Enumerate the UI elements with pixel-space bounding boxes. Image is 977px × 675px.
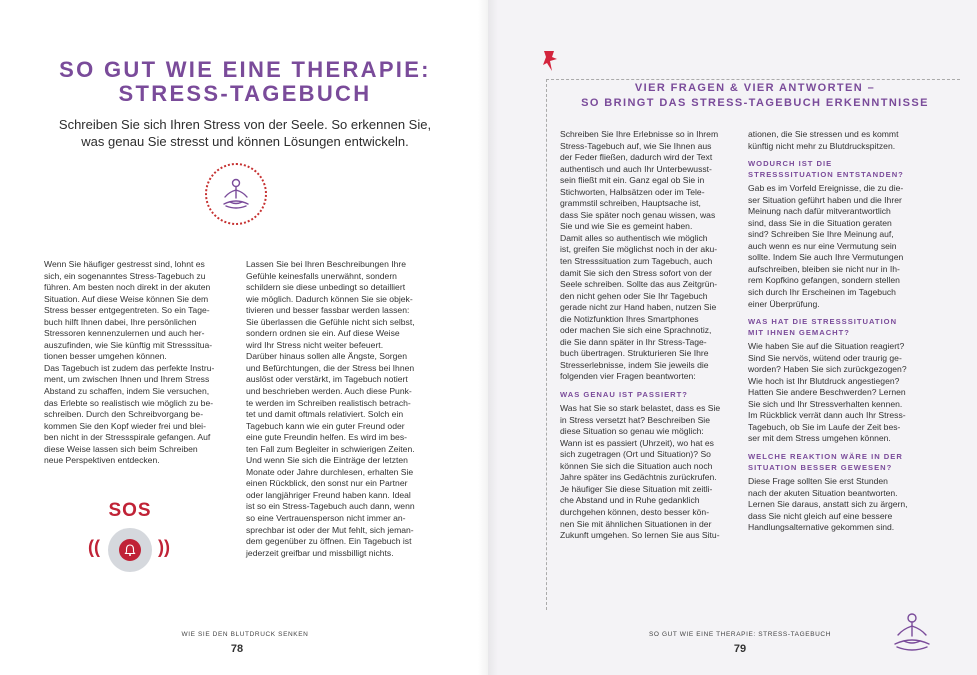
left-column-1 [44, 259, 232, 467]
text-line: einen Rückblick, den sonst nur ein Partner [246, 478, 408, 489]
heading-line: WAS HAT DIE STRESSSITUATION [748, 317, 898, 327]
text-line: aufschreiben, bleiben sie nicht nur in Ih- [748, 263, 900, 274]
text-line: das Erlebte so realistisch wie möglich zu be- [44, 397, 214, 408]
text-line: künftig nicht mehr zu Blutdruckspitzen. [748, 140, 896, 151]
text-line: sprechbar ist oder der Mut fehlt, sich jeman- [246, 524, 414, 535]
text-line: in Stress versetzt hat? Beschreiben Sie [560, 414, 710, 425]
text-line: führen. Am besten noch direkt in der akuten [44, 282, 211, 293]
paragraph [246, 351, 436, 559]
text-line: Wann ist es passiert (Uhrzeit), wo hat es [560, 437, 714, 448]
text-line: Diese Frage sollten Sie erst Stunden [748, 476, 888, 487]
text-line: Sind Sie nervös, wütend oder traurig ge- [748, 352, 902, 363]
text-line: ben nicht in der Stressspirale gefangen. Auf [44, 432, 211, 443]
text-line: sondern ordnen sie ein. Auf diese Weise [246, 328, 400, 339]
text-line: und Befürchtungen, die der Stress bei Ihnen [246, 362, 415, 373]
text-line: dass Sie später noch genau wissen, was [560, 209, 716, 220]
text-line: Lassen Sie bei Ihren Beschreibungen Ihre [246, 259, 407, 269]
right-column-1 [560, 129, 742, 542]
text-line: grammstil schreiben, Hauptsache ist, [560, 198, 701, 209]
text-line: Situation. Auf diese Weise können Sie dem [44, 293, 209, 304]
footer-right: SO GUT WIE EINE THERAPIE: STRESS-TAGEBUCH [648, 631, 832, 638]
question-1-heading [560, 389, 742, 400]
text-line: diese Weise lassen sich beim Schreiben [44, 443, 198, 454]
text-line: Sie sich und Ihr Stressverhalten kennen. [748, 398, 903, 409]
text-line: buch hilft Ihnen dabei, Ihre persönlichen [44, 316, 197, 327]
question-2-heading [748, 158, 946, 180]
right-title-line-1: VIER FRAGEN & VIER ANTWORTEN – [634, 82, 876, 94]
sos-label: SOS [108, 500, 152, 521]
text-line: Im Rückblick verrät dann auch Ihr Stress- [748, 410, 906, 421]
text-line: tet und damit oftmals relativiert. Solch ein [246, 409, 404, 420]
title-line-2: STRESS-TAGEBUCH [118, 81, 372, 106]
wave-right-icon: )) [158, 537, 170, 557]
text-line: dass Sie nicht gleich auf eine bessere [748, 510, 893, 521]
text-line: nach der akuten Situation beantworten. [748, 487, 898, 498]
text-line: ist, greifen Sie möglichst noch in der aku- [560, 244, 718, 255]
left-column-2 [246, 259, 436, 559]
text-line: den nicht gehen oder Sie Ihr Tagebuch [560, 290, 708, 301]
wave-left-icon: (( [88, 537, 100, 557]
text-line: ationen, die Sie stressen und es kommt [748, 129, 899, 139]
heading-line: STRESSSITUATION ENTSTANDEN? [748, 170, 904, 180]
text-line: ment, um zwischen Ihnen und Ihrem Stress [44, 374, 210, 385]
text-line: durchgehen können, desto besser kön- [560, 506, 710, 517]
text-line: Stress-Tagebuch auf, wie Sie Ihnen aus [560, 140, 712, 151]
text-line: Abstand zu schaffen, indem Sie versuchen, [44, 386, 210, 397]
right-column-2 [748, 129, 946, 534]
text-line: sich zugetragen (Ort und Situation)? So [560, 449, 711, 460]
text-line: ser mit dem Stress umgehen können. [748, 433, 891, 444]
right-title-line-2: SO BRINGT DAS STRESS-TAGEBUCH ERKENNTNISSE [581, 97, 929, 109]
text-line: tionen besser umgehen können. [44, 351, 167, 362]
text-line: Wenn Sie häufiger gestresst sind, lohnt es [44, 259, 205, 269]
text-line: Und wenn Sie sich die Einträge der letzten [246, 455, 408, 466]
text-line: ist so ein Stress-Tagebuch auch dann, wenn [246, 501, 415, 512]
text-line: auch wenn es nur eine Vermutung sein [748, 240, 897, 251]
question-1-text [560, 403, 742, 542]
text-line: sich, ein sogenanntes Stress-Tagebuch zu [44, 270, 206, 281]
text-line: ser Situation geführt haben und die Ihrer [748, 194, 902, 205]
text-line: schildern sie diese unbedingt so detailliert [246, 282, 406, 293]
text-line: sind? Schreiben Sie Ihre Meinung auf, [748, 229, 894, 240]
page-number-left: 78 [230, 643, 244, 655]
heading-line: WODURCH IST DIE [748, 159, 833, 169]
text-line: te werden im Schreiben realistisch betrach- [246, 397, 411, 408]
text-line: Hatten Sie andere Beschwerden? Lernen [748, 387, 906, 398]
text-line: Damit alles so authentisch wie möglich [560, 232, 708, 243]
text-line: che Abstand und in Ruhe gedanklich [560, 495, 700, 506]
text-line: Sie überlassen die Gefühle nicht sich selbst, [246, 316, 415, 327]
page-subtitle [40, 116, 450, 150]
title-line-1: SO GUT WIE EINE THERAPIE: [59, 57, 431, 82]
text-line: gerade nicht zur Hand haben, nutzen Sie [560, 302, 717, 313]
text-line: die Sie dann später in Ihr Stress-Tage- [560, 336, 707, 347]
text-line: sollte. Indem Sie auch Ihre Vermutungen [748, 252, 904, 263]
question-3-text [748, 341, 946, 445]
text-line: wie möglich. Dadurch können Sie sie objek- [246, 293, 413, 304]
text-line: Meinung nach dafür mitverantwortlich [748, 206, 891, 217]
text-line: können Sie sich die Situation auch noch [560, 460, 713, 471]
paragraph [246, 259, 436, 351]
text-line: Gab es im Vorfeld Ereignisse, die zu die- [748, 183, 904, 194]
text-line: folgenden vier Fragen beantworten: [560, 371, 696, 382]
sos-alarm [80, 500, 180, 590]
text-line: kommen Sie den Kopf wieder frei und blei- [44, 420, 206, 431]
page-number-right: 79 [733, 643, 747, 655]
red-bookmark-icon [540, 49, 560, 73]
text-line: sind, dass Sie in die Situation geraten [748, 217, 892, 228]
text-line: Stresserlebnisse, indem Sie jeweils die [560, 359, 709, 370]
text-line: oder langjähriger Freund haben kann. Ideal [246, 489, 411, 500]
text-line: Gefühle keinesfalls unerwähnt, sondern [246, 270, 397, 281]
page-title [40, 58, 450, 106]
question-4-text [748, 476, 946, 534]
text-line: Tagebuch, ob Sie im Laufe der Zeit bes- [748, 421, 901, 432]
text-line: oder machen Sie sich eine Sprachnotiz, [560, 325, 712, 336]
text-line: sein fließt mit ein. Ganz egal ob Sie in [560, 175, 705, 186]
alarm-bell-icon [119, 539, 141, 561]
text-line: Sie und wie Sie es gemeint haben. [560, 221, 693, 232]
text-line: Wie haben Sie auf die Situation reagiert? [748, 341, 905, 352]
text-line: Stressoren kennenzulernen und auch her- [44, 328, 205, 339]
text-line: Lernen Sie daraus, anstatt sich zu ärgern, [748, 499, 908, 510]
text-line: der Feder fließen, dadurch wird der Text [560, 152, 713, 163]
text-line: auszufinden, wie Sie künftig mit Stresssitua- [44, 339, 213, 350]
text-line: Handlungsalternative gekommen sind. [748, 522, 895, 533]
question-3-heading [748, 316, 946, 338]
meditation-person-icon [887, 610, 937, 656]
paragraph [44, 259, 232, 363]
text-line: dem gegenüber zu öffnen. Ein Tagebuch ist [246, 536, 412, 547]
text-line: diese Situation so genau wie möglich: [560, 426, 704, 437]
text-line: schreiben. Durch den Schreibvorgang be- [44, 409, 204, 420]
text-line: ten Fall zum Begleiter in schwierigen Zeiten. [246, 443, 415, 454]
text-line: sich durch Ihr Erscheinen im Tagebuch [748, 287, 896, 298]
heading-line: WELCHE REAKTION WÄRE IN DER [748, 452, 903, 462]
text-line: Stichworten, Halbsätzen oder im Tele- [560, 186, 705, 197]
text-line: Stress besser entgegentreten. So ein Tage- [44, 305, 210, 316]
question-4-heading [748, 451, 946, 473]
book-gutter [478, 0, 498, 675]
text-line: die Notizfunktion Ihres Smartphones [560, 313, 699, 324]
text-line: jederzeit greifbar und missbilligt nichts. [246, 547, 394, 558]
text-line: ten Stresssituation zum Tagebuch, auch [560, 256, 713, 267]
text-line: buch übertragen. Strukturieren Sie Ihre [560, 348, 709, 359]
heading-line: SITUATION BESSER GEWESEN? [748, 463, 893, 473]
text-line: worden? Haben Sie sich zurückgezogen? [748, 364, 907, 375]
text-line: Schreiben Sie Ihre Erlebnisse so in Ihrem [560, 129, 719, 139]
paragraph [44, 363, 232, 467]
text-line: authentisch und auch Ihr Unterbewusst- [560, 163, 712, 174]
text-line: Tagebuch kann wie ein guter Freund oder [246, 420, 405, 431]
intro-paragraph [560, 129, 742, 383]
text-line: Wie hoch ist Ihr Blutdruck angestiegen? [748, 375, 900, 386]
text-line: Zukunft umgehen. So lernen Sie aus Situ- [560, 530, 720, 541]
question-2-text [748, 183, 946, 310]
sos-circle [108, 528, 152, 572]
text-line: und beschrieben werden. Auch diese Punk- [246, 386, 412, 397]
text-line: so eine Vertrauensperson nicht immer an- [246, 513, 406, 524]
text-line: neue Perspektiven entdecken. [44, 455, 160, 466]
text-line: Darüber hinaus sollen alle Ängste, Sorgen [246, 351, 407, 362]
paragraph-continued [748, 129, 946, 152]
text-line: Was hat Sie so stark belastet, dass es Sie [560, 403, 721, 414]
left-page [0, 0, 488, 675]
text-line: tivieren und besser fassbar werden lassen: [246, 305, 410, 316]
footer-left: WIE SIE DEN BLUTDRUCK SENKEN [181, 631, 309, 638]
text-line: einer Überprüfung. [748, 298, 820, 309]
text-line: eine gute Freundin helfen. Es wird im bes- [246, 432, 407, 443]
meditation-medal [205, 163, 267, 225]
subtitle-line-2: was genau Sie stresst und können Lösungen entwickeln. [81, 134, 409, 149]
text-line: nen Sie mit ähnlichen Situationen in der [560, 518, 712, 529]
text-line: rem Kopfkino gefangen, sondern stellen [748, 275, 900, 286]
text-line: Jahre später ins Gedächtnis zurückrufen. [560, 472, 717, 483]
text-line: auslöst oder verstärkt, im Tagebuch notiert [246, 374, 408, 385]
text-line: wird Ihr Stress nicht weiter befeuert. [246, 339, 384, 350]
heading-line: MIT IHNEN GEMACHT? [748, 328, 850, 338]
right-title [555, 81, 955, 111]
subtitle-line-1: Schreiben Sie sich Ihren Stress von der Seele. So erkennen Sie, [58, 117, 432, 132]
text-line: Je häufiger Sie diese Situation mit zeitli- [560, 483, 713, 494]
text-line: Das Tagebuch ist zudem das perfekte Instru- [44, 362, 215, 373]
meditation-person-icon [216, 174, 256, 214]
heading-line: WAS GENAU IST PASSIERT? [560, 390, 688, 400]
text-line: damit Sie sich den Stress sofort von der [560, 267, 712, 278]
text-line: Seele schreiben. Sollte das aus Zeitgrün- [560, 279, 718, 290]
text-line: Monate oder Jahre durchlesen, erhalten Sie [246, 466, 414, 477]
